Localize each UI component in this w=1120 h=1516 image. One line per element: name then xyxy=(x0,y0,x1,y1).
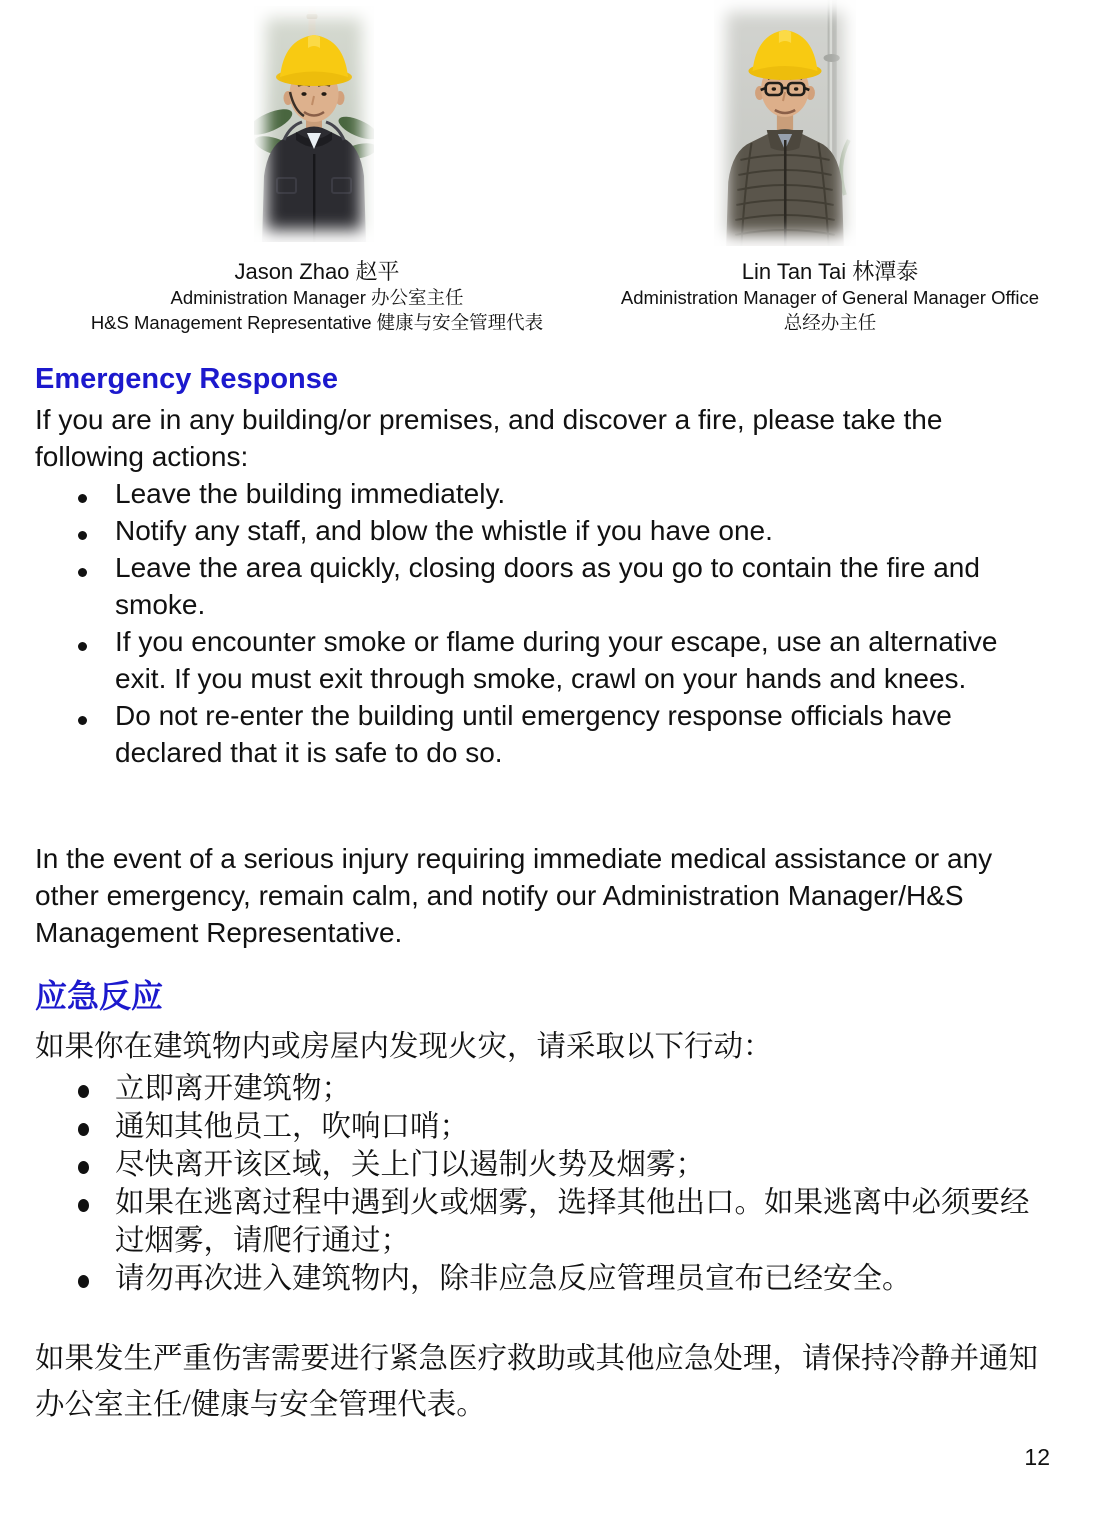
list-item xyxy=(35,1260,1047,1298)
english-intro-paragraph: If you are in any building/or premises, and discover a fire, please take the following actions: xyxy=(35,404,943,472)
page-number: 12 xyxy=(1024,1444,1050,1470)
chinese-bullet-list xyxy=(35,1070,1047,1298)
chinese-outro-paragraph: 如果发生严重伤害需要进行紧急医疗救助或其他应急处理，请保持冷静并通知办公室主任/健康与安全管理代表。 xyxy=(35,1343,1039,1421)
person-name: Lin Tan Tai 林潭泰 xyxy=(741,259,919,284)
list-item-text: 尽快离开该区域，关上门以遏制火势及烟雾； xyxy=(115,1149,706,1181)
list-item-text: 通知其他员工，吹响口哨； xyxy=(115,1111,470,1143)
list-item-text: Do not re-enter the building until emergency response officials have declared that it is safe to do so. xyxy=(115,700,952,768)
bullet-dot xyxy=(35,475,115,512)
person-title: Administration Manager of General Manager Office xyxy=(620,287,1040,308)
portrait-illustration xyxy=(714,0,856,246)
caption-lin-tan-tai xyxy=(582,258,1078,335)
list-item xyxy=(35,1108,1047,1146)
bullet-dot xyxy=(35,549,115,623)
bullet-dot xyxy=(35,1260,115,1298)
list-item-text: 如果在逃离过程中遇到火或烟雾，选择其他出口。如果逃离中必须要经过烟雾，请爬行通过； xyxy=(115,1187,1030,1257)
caption-jason-zhao xyxy=(38,258,596,335)
bullet-dot xyxy=(35,1184,115,1260)
portrait-photo-lin-tan-tai xyxy=(714,0,856,246)
bullet-dot xyxy=(35,1070,115,1108)
list-item-text: Leave the area quickly, closing doors as you go to contain the fire and smoke. xyxy=(115,552,980,620)
portrait-photo-jason-zhao xyxy=(254,6,374,242)
person-title: H&S Management Representative 健康与安全管理代表 xyxy=(90,312,544,333)
list-item xyxy=(35,512,1047,549)
section-heading-emergency-response: Emergency Response xyxy=(35,363,339,395)
list-item xyxy=(35,475,1047,512)
person-name: Jason Zhao 赵平 xyxy=(234,259,400,284)
list-item xyxy=(35,1146,1047,1184)
english-outro-paragraph: In the event of a serious injury requiring immediate medical assistance or any other emergency, remain calm, and notify our Administration Manager/H&S Management Representative. xyxy=(35,843,993,948)
list-item-text: 请勿再次进入建筑物内，除非应急反应管理员宣布已经安全。 xyxy=(115,1263,912,1295)
list-item-text: 立即离开建筑物； xyxy=(115,1073,352,1105)
bullet-dot xyxy=(35,512,115,549)
bullet-dot xyxy=(35,1108,115,1146)
person-title: 总经办主任 xyxy=(783,312,877,333)
list-item-text: If you encounter smoke or flame during your escape, use an alternative exit. If you must exit through smoke, crawl on your hands and knees. xyxy=(115,626,998,694)
list-item-text: Leave the building immediately. xyxy=(115,478,506,509)
portrait-illustration xyxy=(254,6,374,242)
list-item xyxy=(35,623,1047,697)
person-title: Administration Manager 办公室主任 xyxy=(170,287,464,308)
list-item xyxy=(35,1184,1047,1260)
bullet-dot xyxy=(35,697,115,771)
chinese-intro-paragraph: 如果你在建筑物内或房屋内发现火灾，请采取以下行动： xyxy=(35,1031,773,1063)
list-item-text: Notify any staff, and blow the whistle if you have one. xyxy=(115,515,773,546)
section-heading-yingji-fanying: 应急反应 xyxy=(35,978,164,1014)
list-item xyxy=(35,697,1047,771)
list-item xyxy=(35,549,1047,623)
bullet-dot xyxy=(35,1146,115,1184)
list-item xyxy=(35,1070,1047,1108)
english-bullet-list xyxy=(35,475,1047,771)
bullet-dot xyxy=(35,623,115,697)
